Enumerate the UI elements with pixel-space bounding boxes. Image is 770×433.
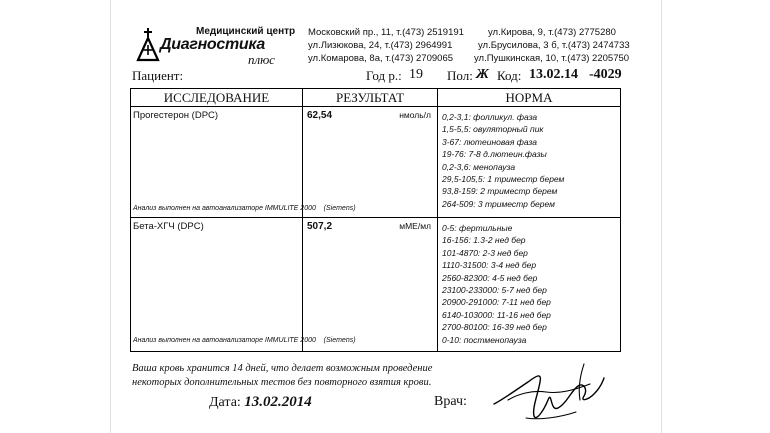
sex-value: Ж — [476, 67, 489, 82]
address-right-3: ул.Пушкинская, 10, т.(473) 2205750 — [474, 53, 630, 64]
norm-item: 1,5-5,5: овуляторный пик — [442, 124, 544, 135]
norm-list — [442, 111, 564, 210]
result-value: 507,2 — [307, 221, 333, 232]
norm-item: 101-4870: 2-3 нед бер — [442, 247, 528, 258]
storage-note-line-1: Ваша кровь хранится 14 дней, что делает возможным проведение — [132, 363, 433, 374]
table-header-row — [131, 89, 621, 107]
norm-item: 1110-31500: 3-4 нед бер — [442, 260, 537, 271]
clinic-logo — [136, 22, 296, 66]
table-row — [131, 107, 621, 218]
date-label: Дата: — [209, 395, 241, 410]
norm-item: 20900-291000: 7-11 нед бер — [442, 297, 551, 308]
results-table — [130, 88, 621, 352]
norm-item: 3-67: лютеиновая фаза — [442, 136, 537, 147]
address-left-1: Московский пр., 11, т.(473) 2519191 — [308, 27, 464, 38]
test-name: Бета-ХГЧ (DPC) — [133, 221, 204, 232]
norm-item: 93,8-159: 2 триместр берем — [442, 186, 558, 197]
address-right-2: ул.Брусилова, 3 б, т.(473) 2474733 — [478, 40, 630, 51]
patient-label: Пациент: — [132, 68, 184, 83]
test-name: Прогестерон (DPC) — [133, 110, 219, 121]
doctor-label: Врач: — [434, 394, 467, 409]
code-value: 13.02.14 — [529, 67, 578, 82]
birth-year-label: Год р.: — [366, 68, 402, 83]
norm-item: 2560-82300: 4-5 нед бер — [442, 272, 538, 283]
analyzer-note: Анализ выполнен на автоанализаторе IMMULITE 2000 (Siemens) — [133, 205, 356, 212]
logo-center-label: Медицинский центр — [196, 26, 296, 37]
norm-cell — [438, 218, 621, 352]
norm-item: 16-156: 1.3-2 нед бер — [442, 235, 526, 246]
norm-item: 0,2-3,1: фолликул. фаза — [442, 112, 538, 122]
result-cell — [303, 107, 438, 218]
result-value: 62,54 — [307, 110, 333, 121]
norm-list — [442, 222, 551, 346]
norm-item: 0,2-3,6: менопауза — [442, 161, 516, 172]
header-norm: НОРМА — [438, 89, 621, 107]
doctor-signature-icon — [488, 360, 608, 426]
code-label: Код: — [497, 68, 522, 83]
norm-item: 19-76: 7-8 д.лютеин.фазы — [442, 149, 547, 160]
norm-item: 6140-103000: 11-16 нед бер — [442, 309, 551, 320]
norm-item: 29,5-105,5: 1 триместр берем — [442, 174, 565, 185]
result-unit: мМЕ/мл — [399, 221, 431, 231]
logo-emblem-icon — [136, 28, 160, 62]
norm-item: 0-10: постменопауза — [442, 334, 527, 345]
address-left-3: ул.Комарова, 8а, т.(473) 2709065 — [308, 53, 454, 64]
date-value: 13.02.2014 — [244, 394, 312, 410]
norm-item: 23100-233000: 5-7 нед бер — [442, 285, 547, 296]
norm-item: 2700-80100: 16-39 нед бер — [442, 322, 547, 333]
sex-label: Пол: — [447, 68, 473, 83]
norm-item: 264-509: 3 триместр берем — [442, 198, 555, 209]
logo-brand-plus: плюс — [248, 52, 275, 67]
analyzer-note: Анализ выполнен на автоанализаторе IMMULITE 2000 (Siemens) — [133, 337, 356, 344]
norm-item: 0-5: фертильные — [442, 223, 513, 233]
address-left-2: ул.Лизюкова, 24, т.(473) 2964991 — [308, 40, 453, 51]
result-cell — [303, 218, 438, 352]
header-result: РЕЗУЛЬТАТ — [303, 89, 438, 107]
code-suffix: -4029 — [589, 67, 622, 82]
logo-brand-name: Диагностика — [160, 36, 266, 53]
storage-note — [132, 362, 432, 390]
norm-cell — [438, 107, 621, 218]
table-row — [131, 218, 621, 352]
date-row — [209, 394, 312, 411]
birth-year-value: 19 — [409, 67, 423, 82]
header-study: ИССЛЕДОВАНИЕ — [131, 89, 303, 107]
storage-note-line-2: некоторых дополнительных тестов без повторного взятия крови. — [132, 377, 432, 388]
result-unit: нмоль/л — [399, 110, 431, 120]
address-right-1: ул.Кирова, 9, т.(473) 2775280 — [488, 27, 616, 38]
